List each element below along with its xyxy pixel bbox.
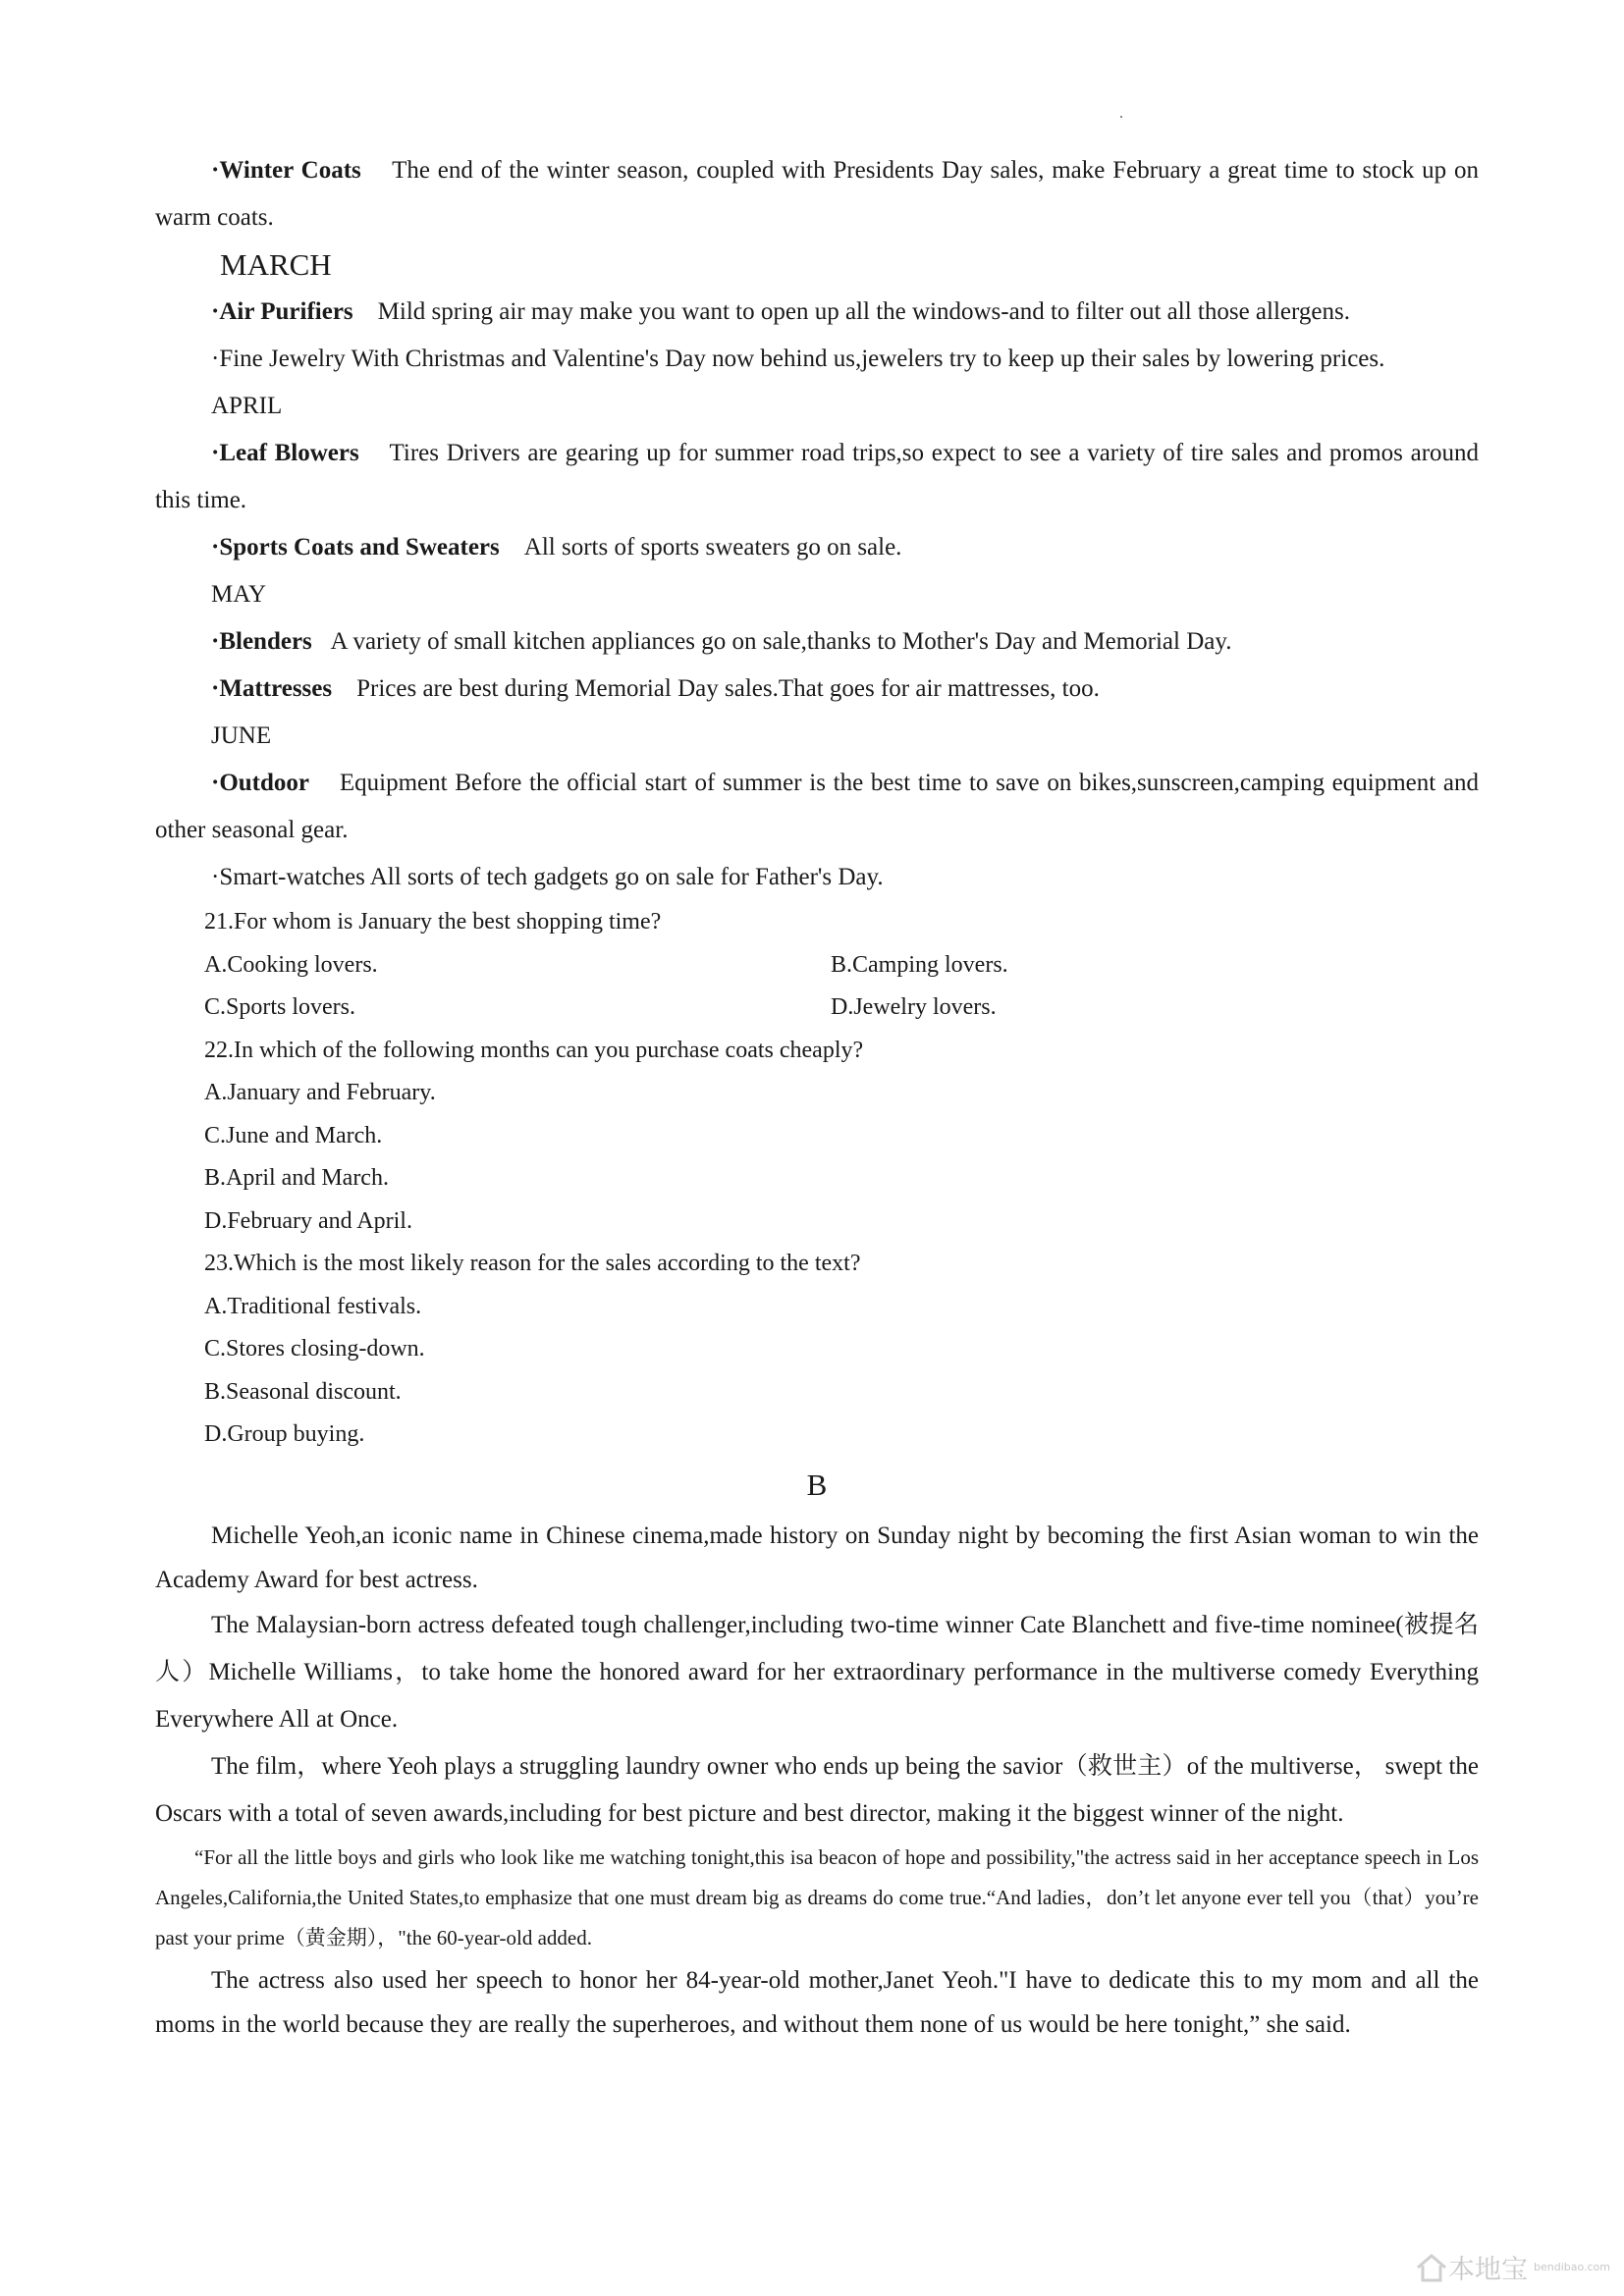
paragraph: The actress also used her speech to honor her 84-year-old mother,Janet Yeoh."I have to dedicate this to my mom and all the moms in the world because they are really the superheroes, and without them none of us would be here tonight,” she said. — [155, 1966, 1479, 2038]
option-d: D.Group buying. — [204, 1421, 365, 1447]
section-heading: B — [806, 1467, 828, 1502]
item-smart-watches: ·Smart-watches All sorts of tech gadgets go on sale for Father's Day. — [211, 864, 884, 890]
option-a: A.Traditional festivals. — [204, 1293, 422, 1319]
option-a: A.Cooking lovers. — [204, 951, 378, 978]
question-21-options-row2 — [204, 987, 1479, 1030]
option-c: C.Stores closing-down. — [204, 1336, 425, 1362]
paragraph: Michelle Yeoh,an iconic name in Chinese cinema,made history on Sunday night by becoming the first Asian woman to win the Academy Award for best actress. — [155, 1522, 1479, 1593]
month-heading-june: JUNE — [211, 722, 272, 749]
option-c: C.June and March. — [204, 1122, 383, 1148]
document-page — [155, 147, 1479, 2047]
question-21-options-row1 — [204, 944, 1479, 988]
watermark-logo — [1415, 2248, 1610, 2286]
item-sports-coats: ·Sports Coats and Sweaters All sorts of sports sweaters go on sale. — [211, 534, 902, 561]
watermark-url: bendibao.com — [1533, 2261, 1610, 2273]
item-leaf-blowers: ·Leaf Blowers Tires Drivers are gearing up for summer road trips,so expect to see a variety of tire sales and promos around this time. — [155, 440, 1480, 513]
option-d: D.Jewelry lovers. — [831, 994, 997, 1020]
option-b: B.Camping lovers. — [831, 951, 1008, 978]
speck-mark — [1120, 116, 1122, 118]
question-22: 22.In which of the following months can you purchase coats cheaply? — [204, 1037, 864, 1063]
house-icon — [1415, 2251, 1448, 2284]
option-c: C.Sports lovers. — [204, 994, 356, 1020]
month-heading-march: MARCH — [220, 247, 332, 282]
paragraph: The film，where Yeoh plays a struggling laundry owner who ends up being the savior（救世主）of the multiverse， swept the Oscars with a total of seven awards,including for best picture and best director, making it the biggest winner of the night. — [155, 1752, 1479, 1827]
item-winter-coats: ·Winter Coats The end of the winter season, coupled with Presidents Day sales, make February a great time to stock up on warm coats. — [155, 157, 1479, 231]
question-21: 21.For whom is January the best shopping time? — [204, 909, 662, 934]
paragraph: The Malaysian-born actress defeated tough challenger,including two-time winner Cate Blanchett and five-time nominee(被提名人）Michelle Williams，to take home the honored award for her extraordinary performance in the multiverse comedy Everything Everywhere All at Once. — [155, 1611, 1479, 1733]
watermark-title: 本地宝 — [1447, 2255, 1528, 2285]
paragraph: “For all the little boys and girls who look like me watching tonight,this isa beacon of hope and possibility,"the actress said in her acceptance speech in Los Angeles,California,the United States,to emphasize that one must dream big as dreams do come true.“And ladies，don’t let anyone ever tell you（that）you’re past your prime（黄金期），"the 60-year-old added. — [155, 1844, 1479, 1949]
item-air-purifiers: ·Air Purifiers Mild spring air may make you want to open up all the windows-and to filter out all those allergens. — [211, 298, 1350, 325]
option-d: D.February and April. — [204, 1207, 412, 1234]
item-blenders: ·Blenders A variety of small kitchen appliances go on sale,thanks to Mother's Day and Memorial Day. — [211, 628, 1232, 655]
option-b: B.April and March. — [204, 1165, 389, 1191]
option-a: A.January and February. — [204, 1080, 436, 1105]
item-mattresses: ·Mattresses Prices are best during Memorial Day sales.That goes for air mattresses, too. — [211, 675, 1100, 702]
item-outdoor: ·Outdoor Equipment Before the official start of summer is the best time to save on bikes,sunscreen,camping equipment and other seasonal gear. — [155, 770, 1480, 843]
option-b: B.Seasonal discount. — [204, 1378, 402, 1405]
month-heading-april: APRIL — [211, 393, 283, 419]
question-23: 23.Which is the most likely reason for the sales according to the text? — [204, 1251, 861, 1276]
item-fine-jewelry: ·Fine Jewelry With Christmas and Valentine's Day now behind us,jewelers try to keep up their sales by lowering prices. — [211, 346, 1385, 372]
month-heading-may: MAY — [211, 581, 267, 608]
